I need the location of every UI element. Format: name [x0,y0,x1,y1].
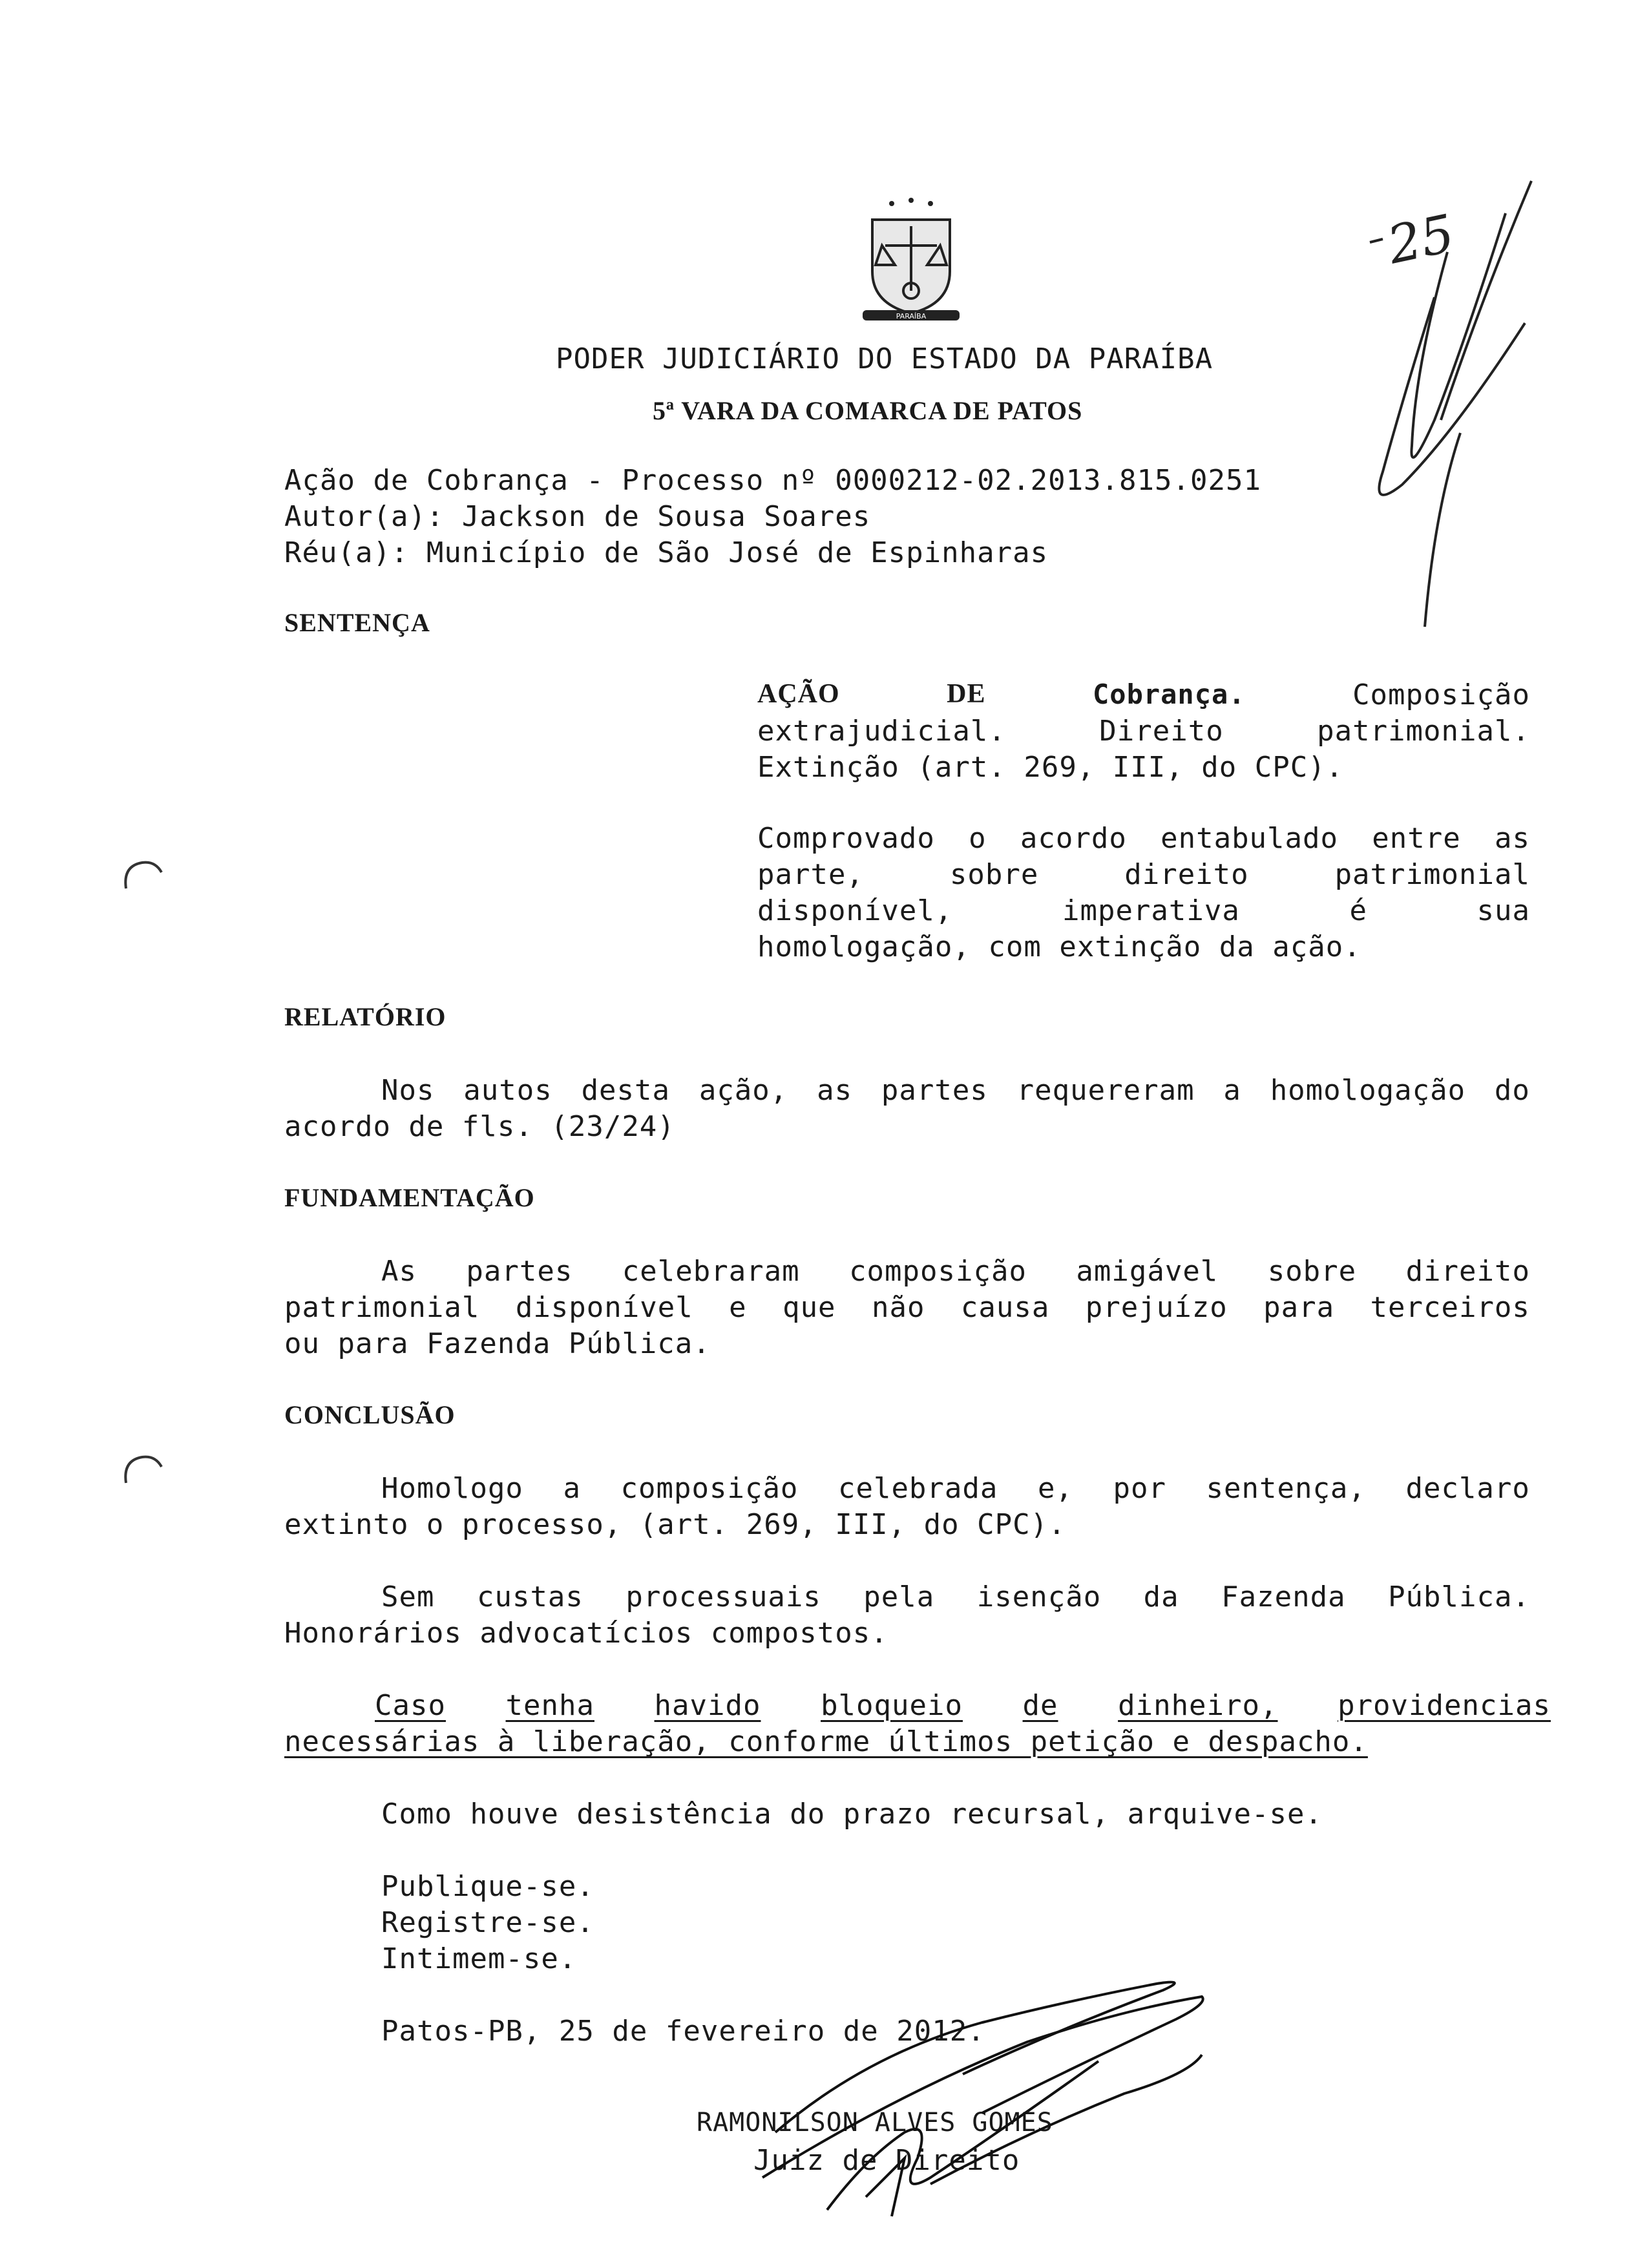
conclusao-p3-line-1: Caso tenha havido bloqueio de dinheiro, providencias [375,1689,1551,1722]
ementa-p2-line-2: parte, sobre direito patrimonial [757,858,1530,891]
conclusao-p1-line-2: extinto o processo, (art. 269, III, do CPC). [284,1508,1066,1541]
case-author: Autor(a): Jackson de Sousa Soares [284,500,871,533]
fundamentacao-line-3: ou para Fazenda Pública. [284,1327,711,1360]
sentenca-heading: SENTENÇA [284,608,430,637]
case-defendant: Réu(a): Município de São José de Espinharas [284,536,1049,569]
place-date: Patos-PB, 25 de fevereiro de 2012. [381,2015,985,2048]
stray-mark [116,1447,168,1486]
ementa-p2-line-4: homologação, com extinção da ação. [757,930,1361,963]
conclusao-p2-line-1: Sem custas processuais pela isenção da Fazenda Pública. [381,1580,1530,1613]
ementa-p2-line-3: disponível, imperativa é sua [757,894,1530,927]
conclusao-p1-line-1: Homologo a composição celebrada e, por sentença, declaro [381,1472,1530,1505]
relatorio-heading: RELATÓRIO [284,1002,446,1031]
institution-title: PODER JUDICIÁRIO DO ESTADO DA PARAÍBA [556,342,1213,375]
relatorio-line-1: Nos autos desta ação, as partes requereram a homologação do [381,1074,1530,1107]
conclusao-heading: CONCLUSÃO [284,1400,456,1429]
court-title: 5ª VARA DA COMARCA DE PATOS [653,396,1083,425]
conclusao-p2-line-2: Honorários advocatícios compostos. [284,1617,888,1650]
intimem-se: Intimem-se. [381,1942,577,1975]
fundamentacao-line-1: As partes celebraram composição amigável sobre direito [381,1255,1530,1288]
judge-signature [737,1964,1254,2236]
ementa-line-1: AÇÃO DE Cobrança. Composição [757,678,1530,711]
ementa-p2-line-1: Comprovado o acordo entabulado entre as [757,822,1530,855]
crest-scroll-text: PARAÍBA [896,312,927,320]
conclusao-p4: Como houve desistência do prazo recursal, arquive-se. [381,1798,1323,1831]
publique-se: Publique-se. [381,1870,594,1903]
registre-se: Registre-se. [381,1906,594,1939]
ementa-line-2: extrajudicial. Direito patrimonial. [757,715,1530,748]
handwritten-page-number [1363,174,1557,640]
ementa-line-3: Extinção (art. 269, III, do CPC). [757,751,1344,784]
fundamentacao-line-2: patrimonial disponível e que não causa prejuízo para terceiros [284,1291,1530,1324]
case-action: Ação de Cobrança - Processo nº 0000212-02.2013.815.0251 [284,464,1261,497]
relatorio-line-2: acordo de fls. (23/24) [284,1110,675,1143]
fundamentacao-heading: FUNDAMENTAÇÃO [284,1183,535,1212]
marginal-note-text: 25 [1382,203,1460,276]
stray-mark [116,853,168,892]
judge-title: Juiz de Direito [753,2144,1020,2177]
judge-name: RAMONILSON ALVES GOMES [697,2108,1053,2137]
conclusao-p3-line-2: necessárias à liberação, conforme últimos petição e despacho. [284,1725,1368,1758]
court-crest-icon [846,194,976,323]
